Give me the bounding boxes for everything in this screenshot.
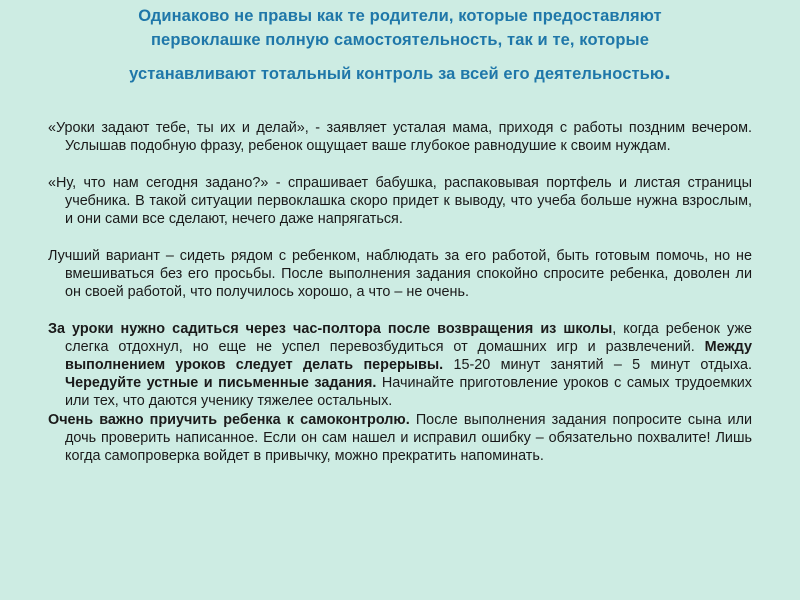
paragraph-self-control — [48, 411, 752, 465]
tip-alternate: Чередуйте устные и письменные задания. — [65, 375, 377, 391]
title-line-3 — [40, 60, 760, 86]
slide-title — [40, 4, 760, 86]
tip-self-control: Очень важно приучить ребенка к самоконтролю. — [48, 412, 410, 428]
tip-self-control-text: После выполнения задания попросите сына или дочь проверить написанное. Если он сам нашел и исправил ошибку – обязательно похвалите! Лишь когда самопроверка войдет в привычку, можно прекратить напоминать. — [65, 412, 753, 464]
paragraph-best-option: Лучший вариант – сидеть рядом с ребенком, наблюдать за его работой, быть готовым помочь, но не вмешиваться без его просьбы. После выполнения задания спокойно спросите ребенка, доволен ли он своей работой, что получилось хорошо, а что – не очень. — [48, 248, 752, 300]
tip-alternate-text: Начинайте приготовление уроков с самых трудоемких или тех, что даются ученику тяжелее остальных. — [65, 375, 752, 409]
title-line-2: первоклашке полную самостоятельность, так и те, которые — [150, 31, 649, 49]
tip-start-time: За уроки нужно садиться через час-полтора после возвращения из школы — [48, 321, 613, 337]
title-line-1: Одинаково не правы как те родители, которые предоставляют — [138, 7, 662, 25]
paragraph-grandmother-control: «Ну, что нам сегодня задано?» - спрашивает бабушка, распаковывая портфель и листая страницы учебника. В такой ситуации первоклашка скоро придет к выводу, что учеба больше нужна взрослым, и они сами все сделают, нечего даже напрягаться. — [48, 175, 752, 227]
title-line-3-text: устанавливают тотальный контроль за всей его деятельностью — [129, 65, 665, 83]
paragraph-schedule-tips — [48, 320, 752, 410]
tip-start-time-text: , когда ребенок уже слегка отдохнул, но еще не успел перевозбудиться от домашних игр и развлечений. — [65, 321, 752, 355]
title-period: . — [664, 58, 671, 85]
paragraph-homework-indifference: «Уроки задают тебе, ты их и делай», - заявляет усталая мама, приходя с работы поздним вечером. Услышав подобную фразу, ребенок ощущает ваше глубокое равнодушие к своим нуждам. — [48, 120, 752, 154]
slide-body — [48, 119, 752, 465]
tip-breaks: Между выполнением уроков следует делать перерывы. — [65, 339, 752, 373]
tip-breaks-text: 15-20 минут занятий – 5 минут отдыха. — [443, 357, 752, 373]
